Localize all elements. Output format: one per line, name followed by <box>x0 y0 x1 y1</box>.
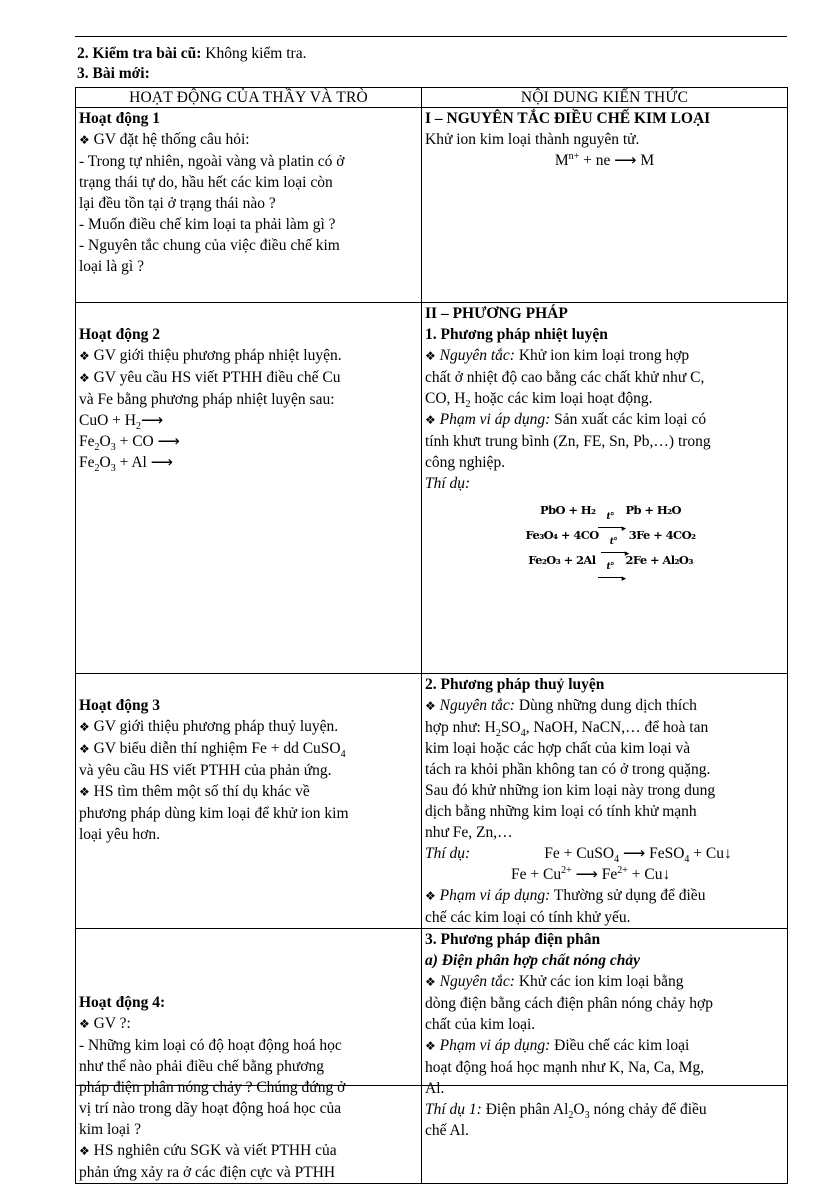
method-3a-title: a) Điện phân hợp chất nóng chảy <box>425 952 641 969</box>
scope-label: Phạm vi áp dụng: <box>439 411 551 428</box>
principle-line: dòng điện bằng cách điện phân nóng chảy hợp <box>425 995 713 1012</box>
scope-label: Phạm vi áp dụng: <box>439 887 551 904</box>
principle-text: Khử các ion kim loại bằng <box>514 973 684 990</box>
activity-4-title: Hoạt động 4: <box>79 994 166 1011</box>
eq-right: Pb + H₂O <box>625 503 681 517</box>
eq-part: ⟶ FeSO <box>619 845 685 862</box>
eq-right: 2Fe + Al₂O₃ <box>625 553 693 567</box>
top-rule <box>75 36 787 37</box>
row2-left-cell <box>76 303 422 674</box>
eq-sub: 4 <box>520 728 526 740</box>
row3-right-cell <box>422 674 788 929</box>
bullet-icon: ❖ <box>79 1017 90 1031</box>
eq-sup: 2+ <box>617 864 628 876</box>
list-item: loại là gì ? <box>79 258 144 275</box>
col1-header: HOẠT ĐỘNG CỦA THẦY VÀ TRÒ <box>76 88 422 108</box>
list-item: và yêu cầu HS viết PTHH của phản ứng. <box>79 762 332 779</box>
table-header-row <box>76 88 788 108</box>
principle-line: tách ra khỏi phần không tan có ở trong quặng. <box>425 761 711 778</box>
eq-part: Fe <box>79 433 95 450</box>
principle-text: Khử ion kim loại trong hợp <box>514 347 690 364</box>
list-item <box>79 738 418 760</box>
activity-2-title: Hoạt động 2 <box>79 326 160 343</box>
principle-line: kim loại hoặc các hợp chất của kim loại và <box>425 740 691 757</box>
principle-label: Nguyên tắc: <box>439 697 515 714</box>
list-item: lại đều tồn tại ở trạng thái nào ? <box>79 195 276 212</box>
eq-sub: 3 <box>110 442 116 454</box>
row4-left-cell <box>76 929 422 1184</box>
activity-1-title: Hoạt động 1 <box>79 110 160 127</box>
list-item <box>79 781 418 803</box>
bullet-icon: ❖ <box>425 413 436 427</box>
principle-line: chất ở nhiệt độ cao bằng các chất khử như C, <box>425 369 705 386</box>
eq-sub: 4 <box>614 854 620 866</box>
eq-right: 3Fe + 4CO₂ <box>628 528 696 542</box>
spacer <box>79 303 418 324</box>
scope-line <box>425 885 784 907</box>
heat-label: t° <box>606 512 614 522</box>
example-text: nóng chảy để điều <box>589 1101 707 1118</box>
eq-sub: 2 <box>135 421 141 433</box>
bullet-icon: ❖ <box>79 720 90 734</box>
eq-sub: 2 <box>568 1110 574 1122</box>
scope-line: hoạt động hoá học mạnh như K, Na, Ca, Mg, <box>425 1059 705 1076</box>
bullet-icon: ❖ <box>79 742 90 756</box>
example-line <box>425 1099 784 1120</box>
eq-part: Fe + Cu <box>511 866 562 883</box>
eq-sub: 2 <box>495 728 501 740</box>
eq-part: Fe + CuSO <box>544 845 615 862</box>
method-3-title: 3. Phương pháp điện phân <box>425 931 601 948</box>
equation <box>79 452 418 473</box>
principle-text: CO, H <box>425 390 466 407</box>
page-header <box>77 44 797 84</box>
example-line: chế Al. <box>425 1122 469 1139</box>
eq-part: + CO ⟶ <box>115 433 180 450</box>
list-item <box>79 1013 418 1035</box>
principle-line: như Fe, Zn,… <box>425 824 513 841</box>
list-item-text: GV ?: <box>93 1015 131 1032</box>
list-item-text: GV đặt hệ thống câu hỏi: <box>93 131 250 148</box>
row1-left-cell <box>76 108 422 303</box>
spacer <box>79 929 418 992</box>
bullet-icon: ❖ <box>79 371 90 385</box>
principle-text: hoặc các kim loại hoạt động. <box>470 390 653 407</box>
col2-header: NỘI DUNG KIẾN THỨC <box>422 88 788 108</box>
list-item: phản ứng xảy ra ở các điện cực và PTHH <box>79 1164 336 1181</box>
formula-part: + ne ⟶ M <box>579 152 655 169</box>
principle-line <box>425 345 784 367</box>
principle-label: Nguyên tắc: <box>439 973 515 990</box>
principle-line <box>425 388 784 409</box>
section-2-title: II – PHƯƠNG PHÁP <box>425 305 568 322</box>
row1-right-cell <box>422 108 788 303</box>
eq-part: Fe <box>79 454 95 471</box>
header-line-2 <box>77 64 797 84</box>
eq-sub: 4 <box>684 854 690 866</box>
general-formula <box>425 150 784 171</box>
eq-sub: 2 <box>94 442 100 454</box>
list-item: phương pháp dùng kim loại để khử ion kim <box>79 805 349 822</box>
table-row <box>76 108 788 303</box>
eq-part: + Al ⟶ <box>115 454 173 471</box>
list-item-text: GV biểu diễn thí nghiệm Fe + dd CuSO <box>93 740 341 757</box>
scope-line <box>425 1035 784 1057</box>
example-line-1 <box>425 843 784 864</box>
eq-part: ⟶ Fe <box>571 866 618 883</box>
list-item-text: HS tìm thêm một số thí dụ khác về <box>93 783 310 800</box>
eq-part: ⟶ <box>140 412 164 429</box>
bottom-rule <box>75 1085 787 1086</box>
bullet-icon: ❖ <box>79 1144 90 1158</box>
formula-part: M <box>554 152 569 169</box>
list-item: - Nguyên tắc chung của việc điều chế kim <box>79 237 340 254</box>
header-text-1: Không kiểm tra. <box>201 45 307 62</box>
list-item-text: GV giới thiệu phương pháp nhiệt luyện. <box>93 347 342 364</box>
eq-sub: 2 <box>465 399 471 411</box>
principle-line: chất của kim loại. <box>425 1016 536 1033</box>
eq-sup: 2+ <box>561 864 572 876</box>
list-item <box>79 716 418 738</box>
heat-label: t° <box>606 562 614 572</box>
equation <box>79 410 418 431</box>
eq-part: + Cu↓ <box>627 866 671 883</box>
example-label: Thí dụ 1: <box>425 1101 482 1118</box>
bullet-icon: ❖ <box>425 1039 436 1053</box>
section-1-text: Khử ion kim loại thành nguyên tử. <box>425 131 640 148</box>
principle-line: Sau đó khử những ion kim loại này trong dung <box>425 782 716 799</box>
example-line-2 <box>425 864 784 885</box>
eq-left: PbO + H₂ <box>540 503 596 517</box>
header-label-1: 2. Kiểm tra bài cũ: <box>77 45 202 62</box>
list-item-text: HS nghiên cứu SGK và viết PTHH của <box>93 1142 337 1159</box>
list-item-text: GV yêu cầu HS viết PTHH điều chế Cu <box>93 369 341 386</box>
list-item: loại yêu hơn. <box>79 826 160 843</box>
principle-text: Dùng những dung dịch thích <box>514 697 697 714</box>
principle-text: SO <box>500 719 521 736</box>
section-1-title: I – NGUYÊN TẮC ĐIỀU CHẾ KIM LOẠI <box>425 110 711 127</box>
scope-text: Sản xuất các kim loại có <box>550 411 707 428</box>
list-item <box>79 1140 418 1162</box>
method-2-title: 2. Phương pháp thuỷ luyện <box>425 676 605 693</box>
example-label: Thí dụ: <box>425 475 471 492</box>
eq-part: CuO + H <box>79 412 136 429</box>
list-item: vị trí nào trong dãy hoạt động hoá học của <box>79 1100 342 1117</box>
eq-part: + Cu↓ <box>689 845 732 862</box>
list-item: và Fe bằng phương pháp nhiệt luyện sau: <box>79 391 335 408</box>
bullet-icon: ❖ <box>425 699 436 713</box>
principle-label: Nguyên tắc: <box>439 347 515 364</box>
eq-sub: 3 <box>584 1110 590 1122</box>
bullet-icon: ❖ <box>79 349 90 363</box>
principle-line <box>425 717 784 738</box>
list-item: - Muốn điều chế kim loại ta phải làm gì ? <box>79 216 336 233</box>
scope-text: Điều chế các kim loại <box>550 1037 690 1054</box>
scope-line: Al. <box>425 1080 445 1097</box>
table-row <box>76 303 788 674</box>
principle-line: dịch bằng những kim loại có tính khử mạnh <box>425 803 697 820</box>
example-text: O <box>573 1101 585 1118</box>
eq-left: Fe₃O₄ + 4CO <box>525 528 599 542</box>
header-label-2: 3. Bài mới: <box>77 65 150 82</box>
list-item-text: GV giới thiệu phương pháp thuỷ luyện. <box>93 718 339 735</box>
method-1-title: 1. Phương pháp nhiệt luyện <box>425 326 608 343</box>
heat-label: t° <box>609 537 618 547</box>
principle-text: , NaOH, NaCN,… để hoà tan <box>525 719 709 736</box>
principle-line <box>425 971 784 993</box>
list-item: - Trong tự nhiên, ngoài vàng và platin có ở <box>79 153 345 170</box>
list-item: kim loại ? <box>79 1121 141 1138</box>
scope-line: chế các kim loại có tính khử yếu. <box>425 909 631 926</box>
eq-sub: 3 <box>110 463 116 475</box>
eq-sub: 4 <box>340 749 346 761</box>
row4-right-cell <box>422 929 788 1184</box>
eq-sub: 2 <box>94 463 100 475</box>
lesson-table <box>75 87 788 1184</box>
spacer <box>79 674 418 695</box>
bullet-icon: ❖ <box>425 349 436 363</box>
scope-line: công nghiệp. <box>425 454 506 471</box>
bullet-icon: ❖ <box>79 785 90 799</box>
list-item <box>79 129 418 151</box>
thermal-equation-1 <box>425 498 784 523</box>
bullet-icon: ❖ <box>425 975 436 989</box>
scope-line <box>425 409 784 431</box>
table-row <box>76 674 788 929</box>
example-label: Thí dụ: <box>425 845 471 862</box>
example-text: Điện phân Al <box>481 1101 569 1118</box>
scope-line: tính khưt trung bình (Zn, FE, Sn, Pb,…) trong <box>425 433 711 450</box>
formula-sup: n+ <box>568 150 580 162</box>
scope-label: Phạm vi áp dụng: <box>439 1037 551 1054</box>
scope-text: Thường sử dụng để điều <box>550 887 706 904</box>
principle-line <box>425 695 784 717</box>
eq-left: Fe₂O₃ + 2Al <box>528 553 596 567</box>
list-item: - Những kim loại có độ hoạt động hoá học <box>79 1037 342 1054</box>
table-row <box>76 929 788 1184</box>
activity-3-title: Hoạt động 3 <box>79 697 160 714</box>
principle-text: hợp như: H <box>425 719 496 736</box>
row2-right-cell <box>422 303 788 674</box>
header-line-1 <box>77 44 797 64</box>
bullet-icon: ❖ <box>425 889 436 903</box>
list-item <box>79 367 418 389</box>
list-item: như thế nào phải điều chế bằng phương <box>79 1058 324 1075</box>
eq-part: O <box>99 454 111 471</box>
list-item: trạng thái tự do, hầu hết các kim loại còn <box>79 174 333 191</box>
equation <box>79 431 418 452</box>
list-item <box>79 345 418 367</box>
row3-left-cell <box>76 674 422 929</box>
eq-part: O <box>99 433 111 450</box>
bullet-icon: ❖ <box>79 133 90 147</box>
list-item: pháp điện phân nóng chảy ? Chúng đứng ở <box>79 1079 346 1096</box>
